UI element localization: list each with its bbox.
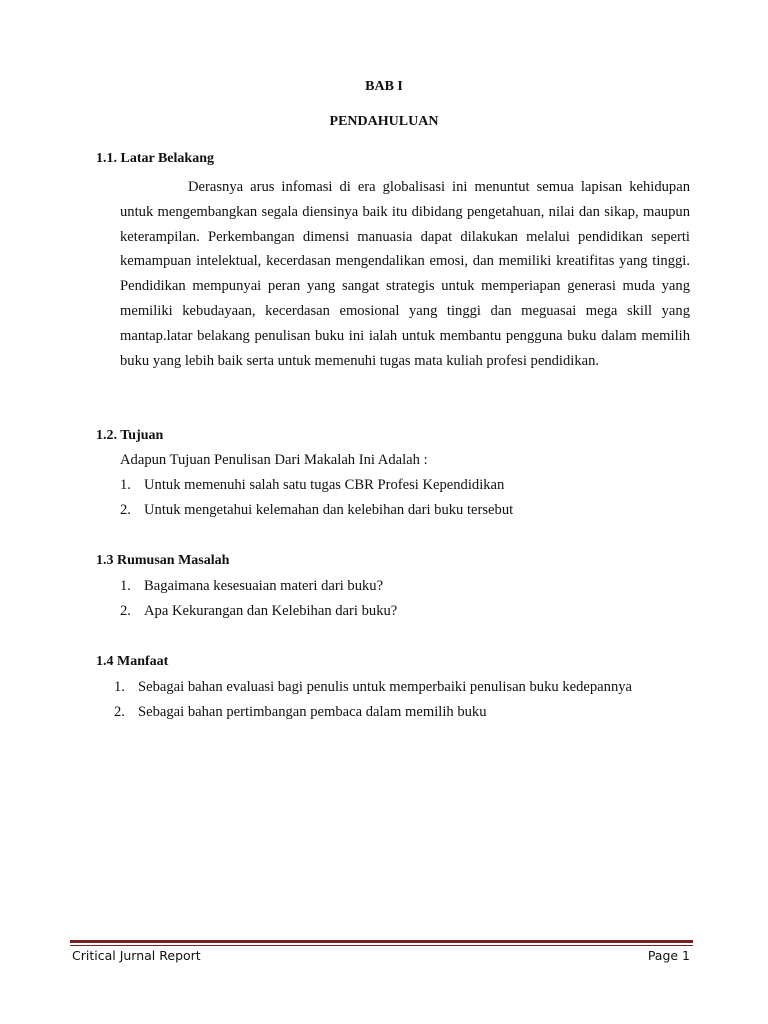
list-text: Untuk mengetahui kelemahan dan kelebihan dari buku tersebut (144, 502, 514, 518)
section-title-rumusan-masalah: 1.3 Rumusan Masalah (96, 553, 230, 568)
list-item (120, 603, 397, 620)
footer-page-number: Page 1 (647, 948, 690, 963)
section-title-latar-belakang: 1.1. Latar Belakang (96, 151, 214, 166)
footer-report-title: Critical Jurnal Report (72, 948, 201, 963)
footer-divider-thin (70, 945, 693, 946)
list-item (120, 502, 513, 519)
list-item (120, 477, 504, 494)
list-number: 1. (120, 477, 131, 493)
list-number: 2. (114, 704, 125, 720)
list-number: 1. (120, 578, 131, 594)
section-title-tujuan: 1.2. Tujuan (96, 428, 164, 443)
tujuan-intro: Adapun Tujuan Penulisan Dari Makalah Ini Adalah : (120, 452, 428, 468)
list-text: Apa Kekurangan dan Kelebihan dari buku? (144, 603, 398, 619)
list-item (114, 679, 632, 696)
section-title-manfaat: 1.4 Manfaat (96, 654, 169, 669)
background-paragraph: Derasnya arus infomasi di era globalisasi ini menuntut semua lapisan kehidupan untuk mengembangkan segala diensinya baik itu dibidang pengetahuan, nilai dan sikap, maupun keterampilan. Perkembangan dimensi manuasia dapat dilakukan melalui pendidikan seperti kemampuan intelektual, kecerdasan mengendalikan emosi, dan memiliki kreatifitas yang tinggi. Pendidikan mempunyai peran yang sangat strategis untuk memperiapan generasi muda yang memiliki kebudayaan, kecerdasan emosional yang tinggi dan meguasai mega skill yang mantap.latar belakang penulisan buku ini ialah untuk membantu pengguna buku dalam memilih buku yang lebih baik serta untuk memenuhi tugas mata kuliah profesi pendidikan. (120, 179, 690, 369)
chapter-number: BAB I (365, 79, 403, 94)
list-text: Sebagai bahan evaluasi bagi penulis untuk memperbaiki penulisan buku kedepannya (138, 679, 633, 695)
list-number: 2. (120, 603, 131, 619)
list-text: Sebagai bahan pertimbangan pembaca dalam memilih buku (138, 704, 487, 720)
chapter-title: PENDAHULUAN (329, 114, 439, 129)
list-text: Bagaimana kesesuaian materi dari buku? (144, 578, 384, 594)
list-item (120, 578, 383, 595)
footer-divider (70, 940, 693, 943)
list-text: Untuk memenuhi salah satu tugas CBR Profesi Kependidikan (144, 477, 505, 493)
list-item (114, 704, 487, 721)
list-number: 2. (120, 502, 131, 518)
list-number: 1. (114, 679, 125, 695)
